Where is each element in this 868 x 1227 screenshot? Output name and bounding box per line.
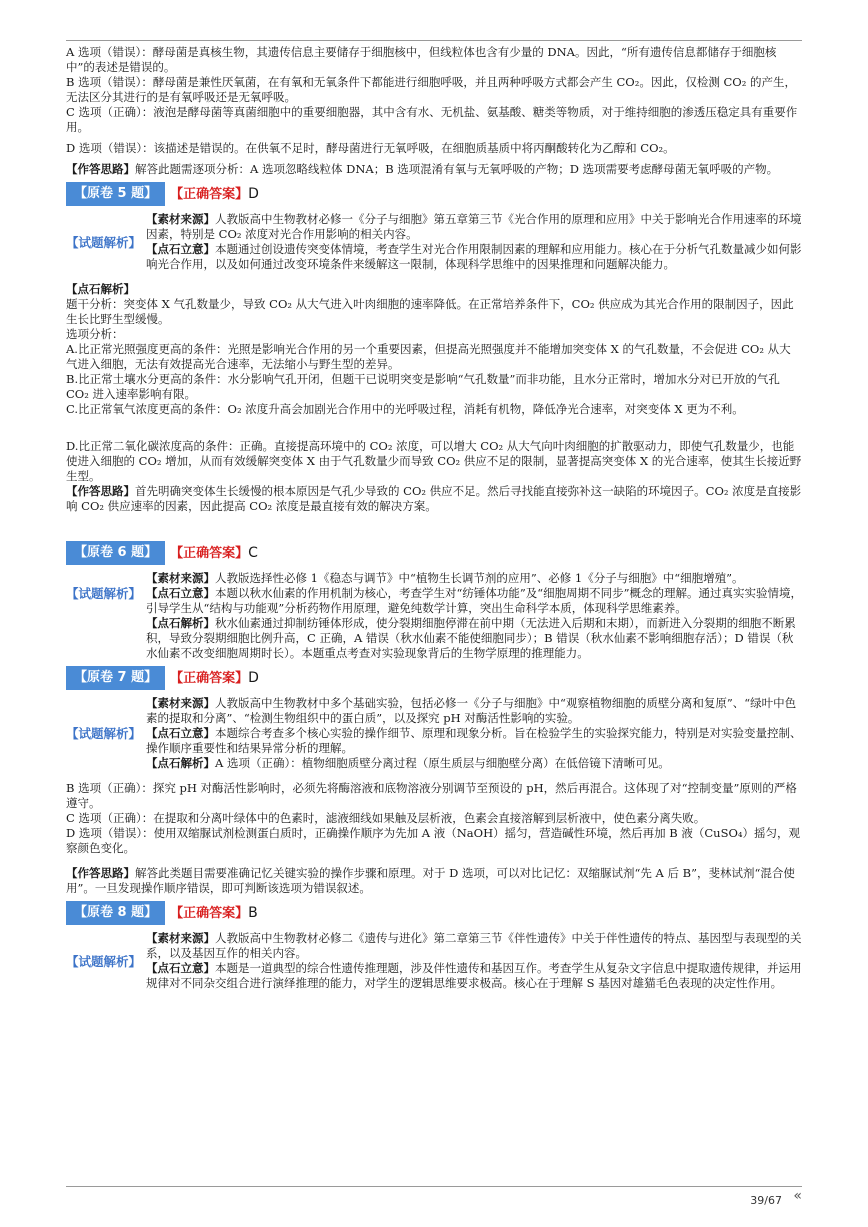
material-source <box>146 696 802 726</box>
design-intent-text: 本题综合考查多个核心实验的操作细节、原理和现象分析。旨在检验学生的实验探究能力，特别是对实验变量控制、操作顺序重要性和结果异常分析的理解。 <box>146 726 802 755</box>
option-b-analysis: B.比正常土壤水分更高的条件：水分影响气孔开闭，但题干已说明突变是影响“气孔数量”而非功能，且水分正常时，增加水分对已开放的气孔 CO₂ 进入速率影响有限。 <box>66 372 780 401</box>
design-intent <box>146 586 802 616</box>
question-header-6 <box>66 541 802 565</box>
material-source-text: 人教版高中生物教材中多个基础实验，包括必修一《分子与细胞》中“观察植物细胞的质壁分离和复原”、“绿叶中色素的提取和分离”、“检测生物组织中的蛋白质”，以及探究 pH 对酶活性影响的实验。 <box>146 696 797 725</box>
detailed-analysis <box>146 756 802 771</box>
question-header-8 <box>66 901 802 925</box>
option-a-analysis: A.比正常光照强度更高的条件：光照是影响光合作用的另一个重要因素，但提高光照强度并不能增加突变体 X 的气孔数量，不会促进 CO₂ 从大气进入细胞，无法有效提高光合速率，无法缩小与野生型的差异。 <box>66 342 791 371</box>
detailed-analysis-label: 【点石解析】 <box>146 616 215 630</box>
option-d-analysis: D 选项（错误）：使用双缩脲试剂检测蛋白质时，正确操作顺序为先加 A 液（NaOH）摇匀，营造碱性环境，然后再加 B 液（CuSO₄）摇匀，观察颜色变化。 <box>66 826 800 855</box>
analysis-label: 【试题解析】 <box>66 234 142 250</box>
answer-approach <box>66 162 802 177</box>
material-source <box>146 931 802 961</box>
design-intent <box>146 961 802 991</box>
design-intent <box>146 726 802 756</box>
back-arrow-icon[interactable]: « <box>793 1188 802 1204</box>
options-analysis-label: 选项分析： <box>66 327 124 341</box>
option-d-text: D 选项（错误）：该描述是错误的。在供氧不足时，酵母菌进行无氧呼吸，在细胞质基质中将丙酮酸转化为乙醇和 CO₂。 <box>66 141 675 155</box>
detailed-analysis-text: 秋水仙素通过抑制纺锤体形成，使分裂期细胞停滞在前中期（无法进入后期和末期），而新进入分裂期的细胞不断累积，导致分裂期细胞比例升高，C 正确，A 错误（秋水仙素不能使细胞同步）；B 错误（秋水仙素不影响细胞存活）；D 错误（秋水仙素不改变细胞周期时长）。本题重点考查对实验现象背后的生物学原理的推理能力。 <box>146 616 796 660</box>
page-content <box>66 45 802 991</box>
analysis-label: 【试题解析】 <box>66 586 142 601</box>
material-source-label: 【素材来源】 <box>146 696 215 710</box>
header-rule <box>66 40 802 41</box>
answer-approach-label: 【作答思路】 <box>66 866 135 880</box>
material-source-text: 人教版高中生物教材必修一《分子与细胞》第五章第三节《光合作用的原理和应用》中关于影响光合作用速率的环境因素，特别是 CO₂ 浓度对光合作用影响的相关内容。 <box>146 212 802 241</box>
correct-answer-value: B <box>248 904 258 921</box>
question-number-badge: 【原卷 6 题】 <box>66 541 165 565</box>
analysis-block <box>66 571 802 616</box>
analysis-label: 【试题解析】 <box>66 953 142 969</box>
option-d-analysis: D.比正常二氧化碳浓度高的条件：正确。直接提高环境中的 CO₂ 浓度，可以增大 CO₂ 从大气向叶肉细胞的扩散驱动力，即使气孔数量少，也能使进入细胞的 CO₂ 增加，从而有效缓解突变体 X 由于气孔数量少而导致 CO₂ 供应不足的限制，显著提高突变体 X 的光合速率，使其生长接近野生型。 <box>66 439 802 483</box>
detailed-analysis <box>66 616 802 661</box>
question-number-badge: 【原卷 8 题】 <box>66 901 165 925</box>
answer-approach-text: 解答此类题目需要准确记忆关键实验的操作步骤和原理。对于 D 选项，可以对比记忆：双缩脲试剂“先 A 后 B”，斐林试剂“混合使用”。一旦发现操作顺序错误，即可判断该选项为错误叙述。 <box>66 866 795 895</box>
design-intent-text: 本题是一道典型的综合性遗传推理题，涉及伴性遗传和基因互作。考查学生从复杂文字信息中提取遗传规律，并运用规律对不同杂交组合进行演绎推理的能力，对学生的逻辑思维要求极高。核心在于理解 S 基因对雄猫毛色表现的决定性作用。 <box>146 961 802 990</box>
design-intent-text: 本题通过创设遗传突变体情境，考查学生对光合作用限制因素的理解和应用能力。核心在于分析气孔数量减少如何影响光合作用，以及如何通过改变环境条件来缓解这一限制，体现科学思维中的因果推理和问题解决能力。 <box>146 242 802 271</box>
material-source-label: 【素材来源】 <box>146 212 215 226</box>
material-source-label: 【素材来源】 <box>146 931 215 945</box>
option-c-analysis: C 选项（正确）：在提取和分离叶绿体中的色素时，滤液细线如果触及层析液，色素会直接溶解到层析液中，使色素分离失败。 <box>66 811 706 825</box>
correct-answer-value: D <box>248 669 259 686</box>
material-source-text: 人教版选择性必修 1《稳态与调节》中“植物生长调节剂的应用”、必修 1《分子与细胞》中“细胞增殖”。 <box>215 571 744 585</box>
correct-answer-value: C <box>248 544 258 561</box>
answer-approach-label: 【作答思路】 <box>66 162 135 176</box>
design-intent-label: 【点石立意】 <box>146 242 215 256</box>
answer-approach <box>66 866 802 896</box>
detailed-analysis-label-text: 【点石解析】 <box>66 282 135 296</box>
material-source <box>146 571 802 586</box>
option-b-text: B 选项（错误）：酵母菌是兼性厌氧菌，在有氧和无氧条件下都能进行细胞呼吸，并且两种呼吸方式都会产生 CO₂。因此，仅检测 CO₂ 的产生，无法区分其进行的是有氧呼吸还是无氧呼吸。 <box>66 75 796 104</box>
question-header-5 <box>66 182 802 206</box>
design-intent <box>146 242 802 272</box>
footer-rule <box>66 1186 802 1187</box>
question-header-7 <box>66 666 802 690</box>
detailed-analysis-label <box>66 282 802 297</box>
question-number-badge: 【原卷 5 题】 <box>66 182 165 206</box>
design-intent-label: 【点石立意】 <box>146 726 215 740</box>
question-number-badge: 【原卷 7 题】 <box>66 666 165 690</box>
design-intent-label: 【点石立意】 <box>146 586 215 600</box>
option-c-text: C 选项（正确）：液泡是酵母菌等真菌细胞中的重要细胞器，其中含有水、无机盐、氨基酸、糖类等物质，对于维持细胞的渗透压稳定具有重要作用。 <box>66 105 798 134</box>
analysis-label: 【试题解析】 <box>66 726 142 741</box>
answer-approach <box>66 484 802 514</box>
correct-answer-label: 【正确答案】 <box>170 186 249 202</box>
answer-approach-text: 解答此题需逐项分析：A 选项忽略线粒体 DNA；B 选项混淆有氧与无氧呼吸的产物；D 选项需要考虑酵母菌无氧呼吸的产物。 <box>135 162 779 176</box>
page-number: 39/67 <box>750 1194 782 1207</box>
analysis-block <box>66 931 802 991</box>
stem-analysis: 题干分析：突变体 X 气孔数量少，导致 CO₂ 从大气进入叶肉细胞的速率降低。在正常培养条件下，CO₂ 供应成为其光合作用的限制因子，因此生长比野生型缓慢。 <box>66 297 794 326</box>
design-intent-label: 【点石立意】 <box>146 961 215 975</box>
answer-approach-text: 首先明确突变体生长缓慢的根本原因是气孔少导致的 CO₂ 供应不足。然后寻找能直接弥补这一缺陷的环境因子。CO₂ 浓度是直接影响 CO₂ 供应速率的因素，因此提高 CO₂ 浓度是最直接有效的解决方案。 <box>66 484 802 513</box>
material-source <box>146 212 802 242</box>
option-b-analysis: B 选项（正确）：探究 pH 对酶活性影响时，必须先将酶溶液和底物溶液分别调节至预设的 pH，然后再混合。这体现了对“控制变量”原则的严格遵守。 <box>66 781 797 810</box>
material-source-text: 人教版高中生物教材必修二《遗传与进化》第二章第三节《伴性遗传》中关于伴性遗传的特点、基因型与表现型的关系，以及基因互作的相关内容。 <box>146 931 802 960</box>
correct-answer-label: 【正确答案】 <box>170 670 249 686</box>
material-source-label: 【素材来源】 <box>146 571 215 585</box>
correct-answer-label: 【正确答案】 <box>170 905 249 921</box>
option-a-text: A 选项（错误）：酵母菌是真核生物，其遗传信息主要储存于细胞核中，但线粒体也含有少量的 DNA。因此，“所有遗传信息都储存于细胞核中”的表述是错误的。 <box>66 45 777 74</box>
answer-approach-label: 【作答思路】 <box>66 484 135 498</box>
detailed-analysis-text: A 选项（正确）：植物细胞质壁分离过程（原生质层与细胞壁分离）在低倍镜下清晰可见。 <box>215 756 670 770</box>
correct-answer-value: D <box>248 185 259 202</box>
detailed-analysis-label: 【点石解析】 <box>146 756 215 770</box>
design-intent-text: 本题以秋水仙素的作用机制为核心，考查学生对“纺锤体功能”及“细胞周期不同步”概念的理解。通过真实实验情境，引导学生从“结构与功能观”分析药物作用原理，避免纯数学计算，突出生命科学本质，体现科学思维素养。 <box>146 586 803 615</box>
analysis-block <box>66 696 802 771</box>
correct-answer-label: 【正确答案】 <box>170 545 249 561</box>
option-c-analysis: C.比正常氧气浓度更高的条件：O₂ 浓度升高会加剧光合作用中的光呼吸过程，消耗有机物，降低净光合速率，对突变体 X 更为不利。 <box>66 402 744 416</box>
analysis-block <box>66 212 802 272</box>
